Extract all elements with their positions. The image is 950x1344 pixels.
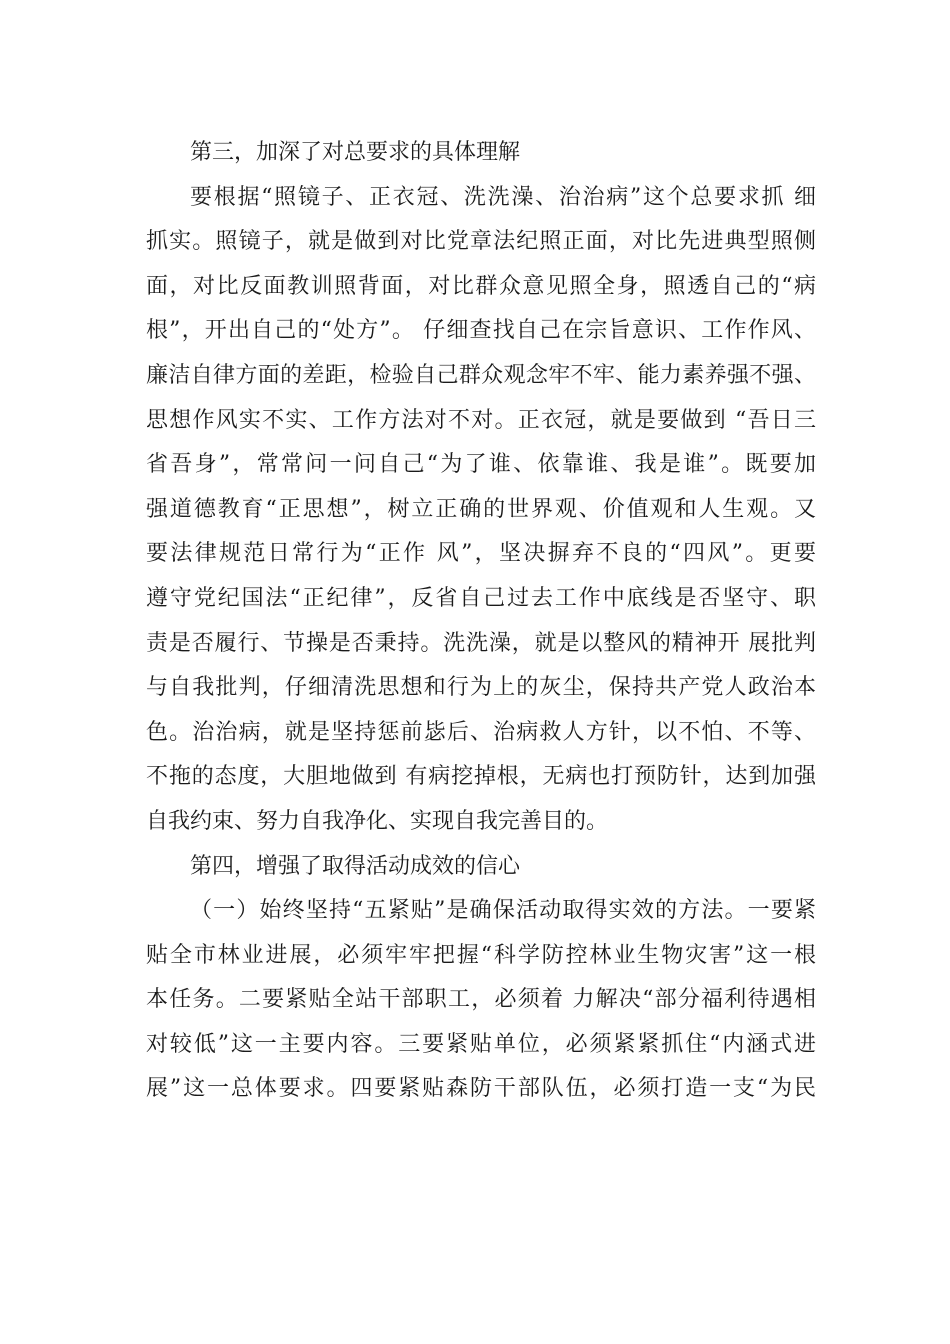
- paragraph-line: 强道德教育“正思想”，树立正确的世界观、价值观和人生观。又: [146, 496, 816, 522]
- section-heading-third: 第三，加深了对总要求的具体理解: [190, 140, 521, 165]
- paragraph-line: 根”，开出自己的“处方”。 仔细查找自己在宗旨意识、工作作风、: [146, 318, 816, 344]
- paragraph-line: 思想作风实不实、工作方法对不对。正衣冠，就是要做到 “吾日三: [146, 407, 816, 433]
- paragraph-line: 与自我批判，仔细清洗思想和行为上的灰尘，保持共产党人政治本: [146, 675, 816, 701]
- paragraph-line: 自我约束、努力自我净化、实现自我完善目的。: [146, 808, 609, 834]
- document-body: [146, 131, 816, 1112]
- paragraph-line: 不拖的态度，大胆地做到 有病挖掉根，无病也打预防针，达到加强: [146, 764, 816, 790]
- paragraph-line: 省吾身”，常常问一问自己“为了谁、依靠谁、我是谁”。既要加: [146, 452, 816, 478]
- paragraph-line: 贴全市林业进展，必须牢牢把握“科学防控林业生物灾害”这一根: [146, 942, 816, 968]
- paragraph-line: 展”这一总体要求。四要紧贴森防干部队伍，必须打造一支“为民: [146, 1076, 816, 1102]
- paragraph-line: 本任务。二要紧贴全站干部职工，必须着 力解决“部分福利待遇相: [146, 987, 816, 1013]
- paragraph-line: 责是否履行、节操是否秉持。洗洗澡，就是以整风的精神开 展批判: [146, 630, 816, 656]
- paragraph-line: 廉洁自律方面的差距，检验自己群众观念牢不牢、能力素养强不强、: [146, 362, 816, 388]
- paragraph-line: 遵守党纪国法“正纪律”，反省自己过去工作中底线是否坚守、职: [146, 585, 816, 611]
- paragraph-line: 面，对比反面教训照背面，对比群众意见照全身，照透自己的“病: [146, 273, 816, 299]
- paragraph-line: （一）始终坚持“五紧贴”是确保活动取得实效的方法。一要紧: [190, 898, 816, 924]
- paragraph-line: 要根据“照镜子、正衣冠、洗洗澡、治治病”这个总要求抓 细: [190, 184, 816, 210]
- paragraph-line: 对较低”这一主要内容。三要紧贴单位，必须紧紧抓住“内涵式进: [146, 1031, 816, 1057]
- paragraph-line: 色。治治病，就是坚持惩前毖后、治病救人方针，以不怕、不等、: [146, 719, 816, 745]
- section-heading-fourth: 第四，增强了取得活动成效的信心: [190, 853, 521, 879]
- paragraph-line: 抓实。照镜子，就是做到对比党章法纪照正面，对比先进典型照侧: [146, 229, 816, 255]
- paragraph-line: 要法律规范日常行为“正作 风”，坚决摒弃不良的“四风”。更要: [146, 541, 816, 567]
